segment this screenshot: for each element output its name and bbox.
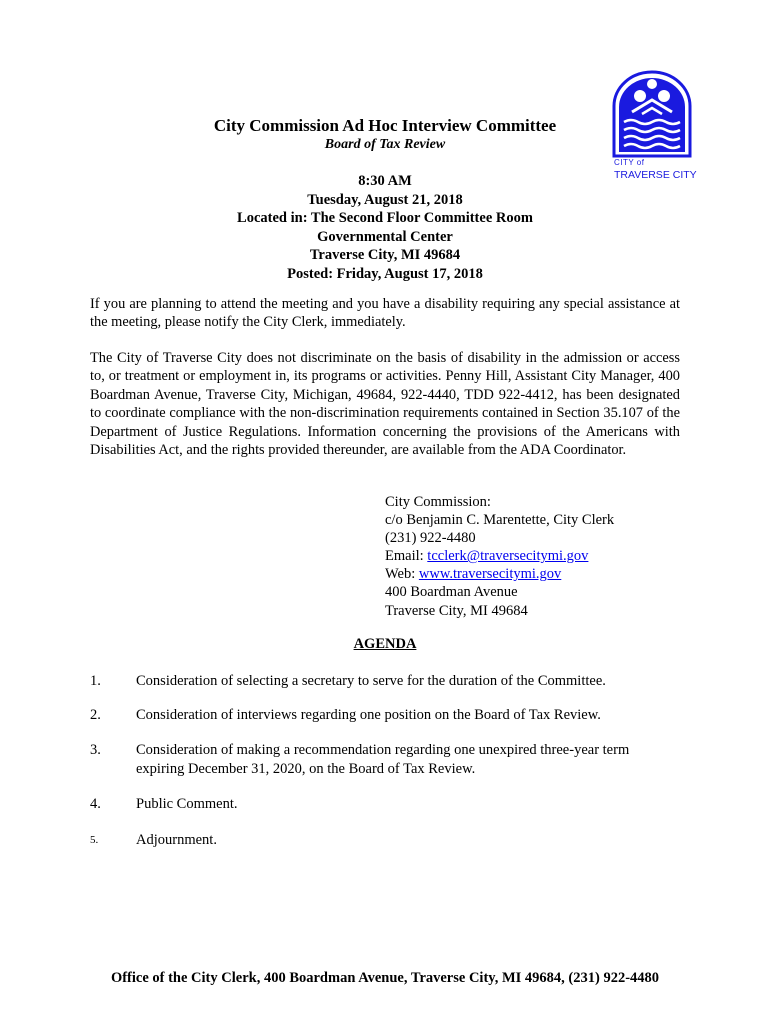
- contact-phone: (231) 922-4480: [385, 530, 476, 547]
- meeting-info: [0, 172, 770, 284]
- nondiscrimination-notice: The City of Traverse City does not discriminate on the basis of disability in the admission or access to, or treatment or employment in, its programs or activities. Penny Hill, Assistant City Manager, 400 Boardman Avenue, Traverse City, Michigan, 49684, 922-4440, TDD 922-4412, has been designated to coordinate compliance with the non-discrimination requirements contained in Section 35.107 of the Department of Justice Regulations. Information concerning the provisions of the Americans with Disabilities Act, and the rights provided thereunder, are available from the ADA Coordinator.: [90, 350, 680, 459]
- email-label: Email:: [385, 548, 428, 565]
- agenda-item-text: Consideration of selecting a secretary to serve for the duration of the Committee.: [136, 673, 606, 689]
- agenda-item-number: 2.: [90, 707, 101, 723]
- agenda-item-number: 1.: [90, 673, 101, 689]
- contact-line-commission: City Commission:: [385, 494, 491, 510]
- posted-date: Posted: Friday, August 17, 2018: [287, 265, 483, 282]
- web-link[interactable]: www.traversecitymi.gov: [418, 566, 562, 583]
- page-subtitle: Board of Tax Review: [324, 137, 446, 152]
- agenda-item-number: 5.: [90, 834, 99, 846]
- logo-city-name: TRAVERSE CITY: [614, 169, 697, 181]
- agenda-item-number: 4.: [90, 796, 101, 812]
- page-title: City Commission Ad Hoc Interview Committee: [213, 116, 557, 135]
- meeting-city: Traverse City, MI 49684: [309, 247, 461, 264]
- contact-email-row: [385, 547, 614, 565]
- logo-city-of-text: CITY of: [614, 158, 645, 167]
- email-link[interactable]: tcclerk@traversecitymi.gov: [427, 548, 589, 565]
- agenda-item-text: Public Comment.: [136, 796, 238, 812]
- agenda-item-text: Consideration of making a recommendation regarding one unexpired three-year term expiring December 31, 2020, on the Board of Tax Review.: [136, 742, 630, 777]
- meeting-location: Located in: The Second Floor Committee Room: [237, 210, 533, 227]
- contact-line-clerk: c/o Benjamin C. Marentette, City Clerk: [385, 512, 615, 529]
- contact-city: Traverse City, MI 49684: [385, 602, 528, 619]
- page-footer: Office of the City Clerk, 400 Boardman Avenue, Traverse City, MI 49684, (231) 922-4480: [110, 970, 660, 986]
- meeting-building: Governmental Center: [317, 228, 453, 245]
- agenda-item-text: Consideration of interviews regarding one position on the Board of Tax Review.: [136, 707, 601, 723]
- web-label: Web:: [385, 566, 419, 583]
- meeting-time: 8:30 AM: [358, 173, 412, 189]
- agenda-heading: AGENDA: [353, 636, 417, 652]
- contact-web-row: [385, 565, 614, 583]
- agenda-item-text: Adjournment.: [136, 832, 217, 848]
- contact-block: [385, 493, 614, 620]
- contact-street: 400 Boardman Avenue: [385, 584, 518, 601]
- meeting-date: Tuesday, August 21, 2018: [307, 191, 463, 208]
- disability-notice: If you are planning to attend the meeting and you have a disability requiring any special assistance at the meeting, please notify the City Clerk, immediately.: [90, 296, 680, 331]
- agenda-item-number: 3.: [90, 742, 101, 758]
